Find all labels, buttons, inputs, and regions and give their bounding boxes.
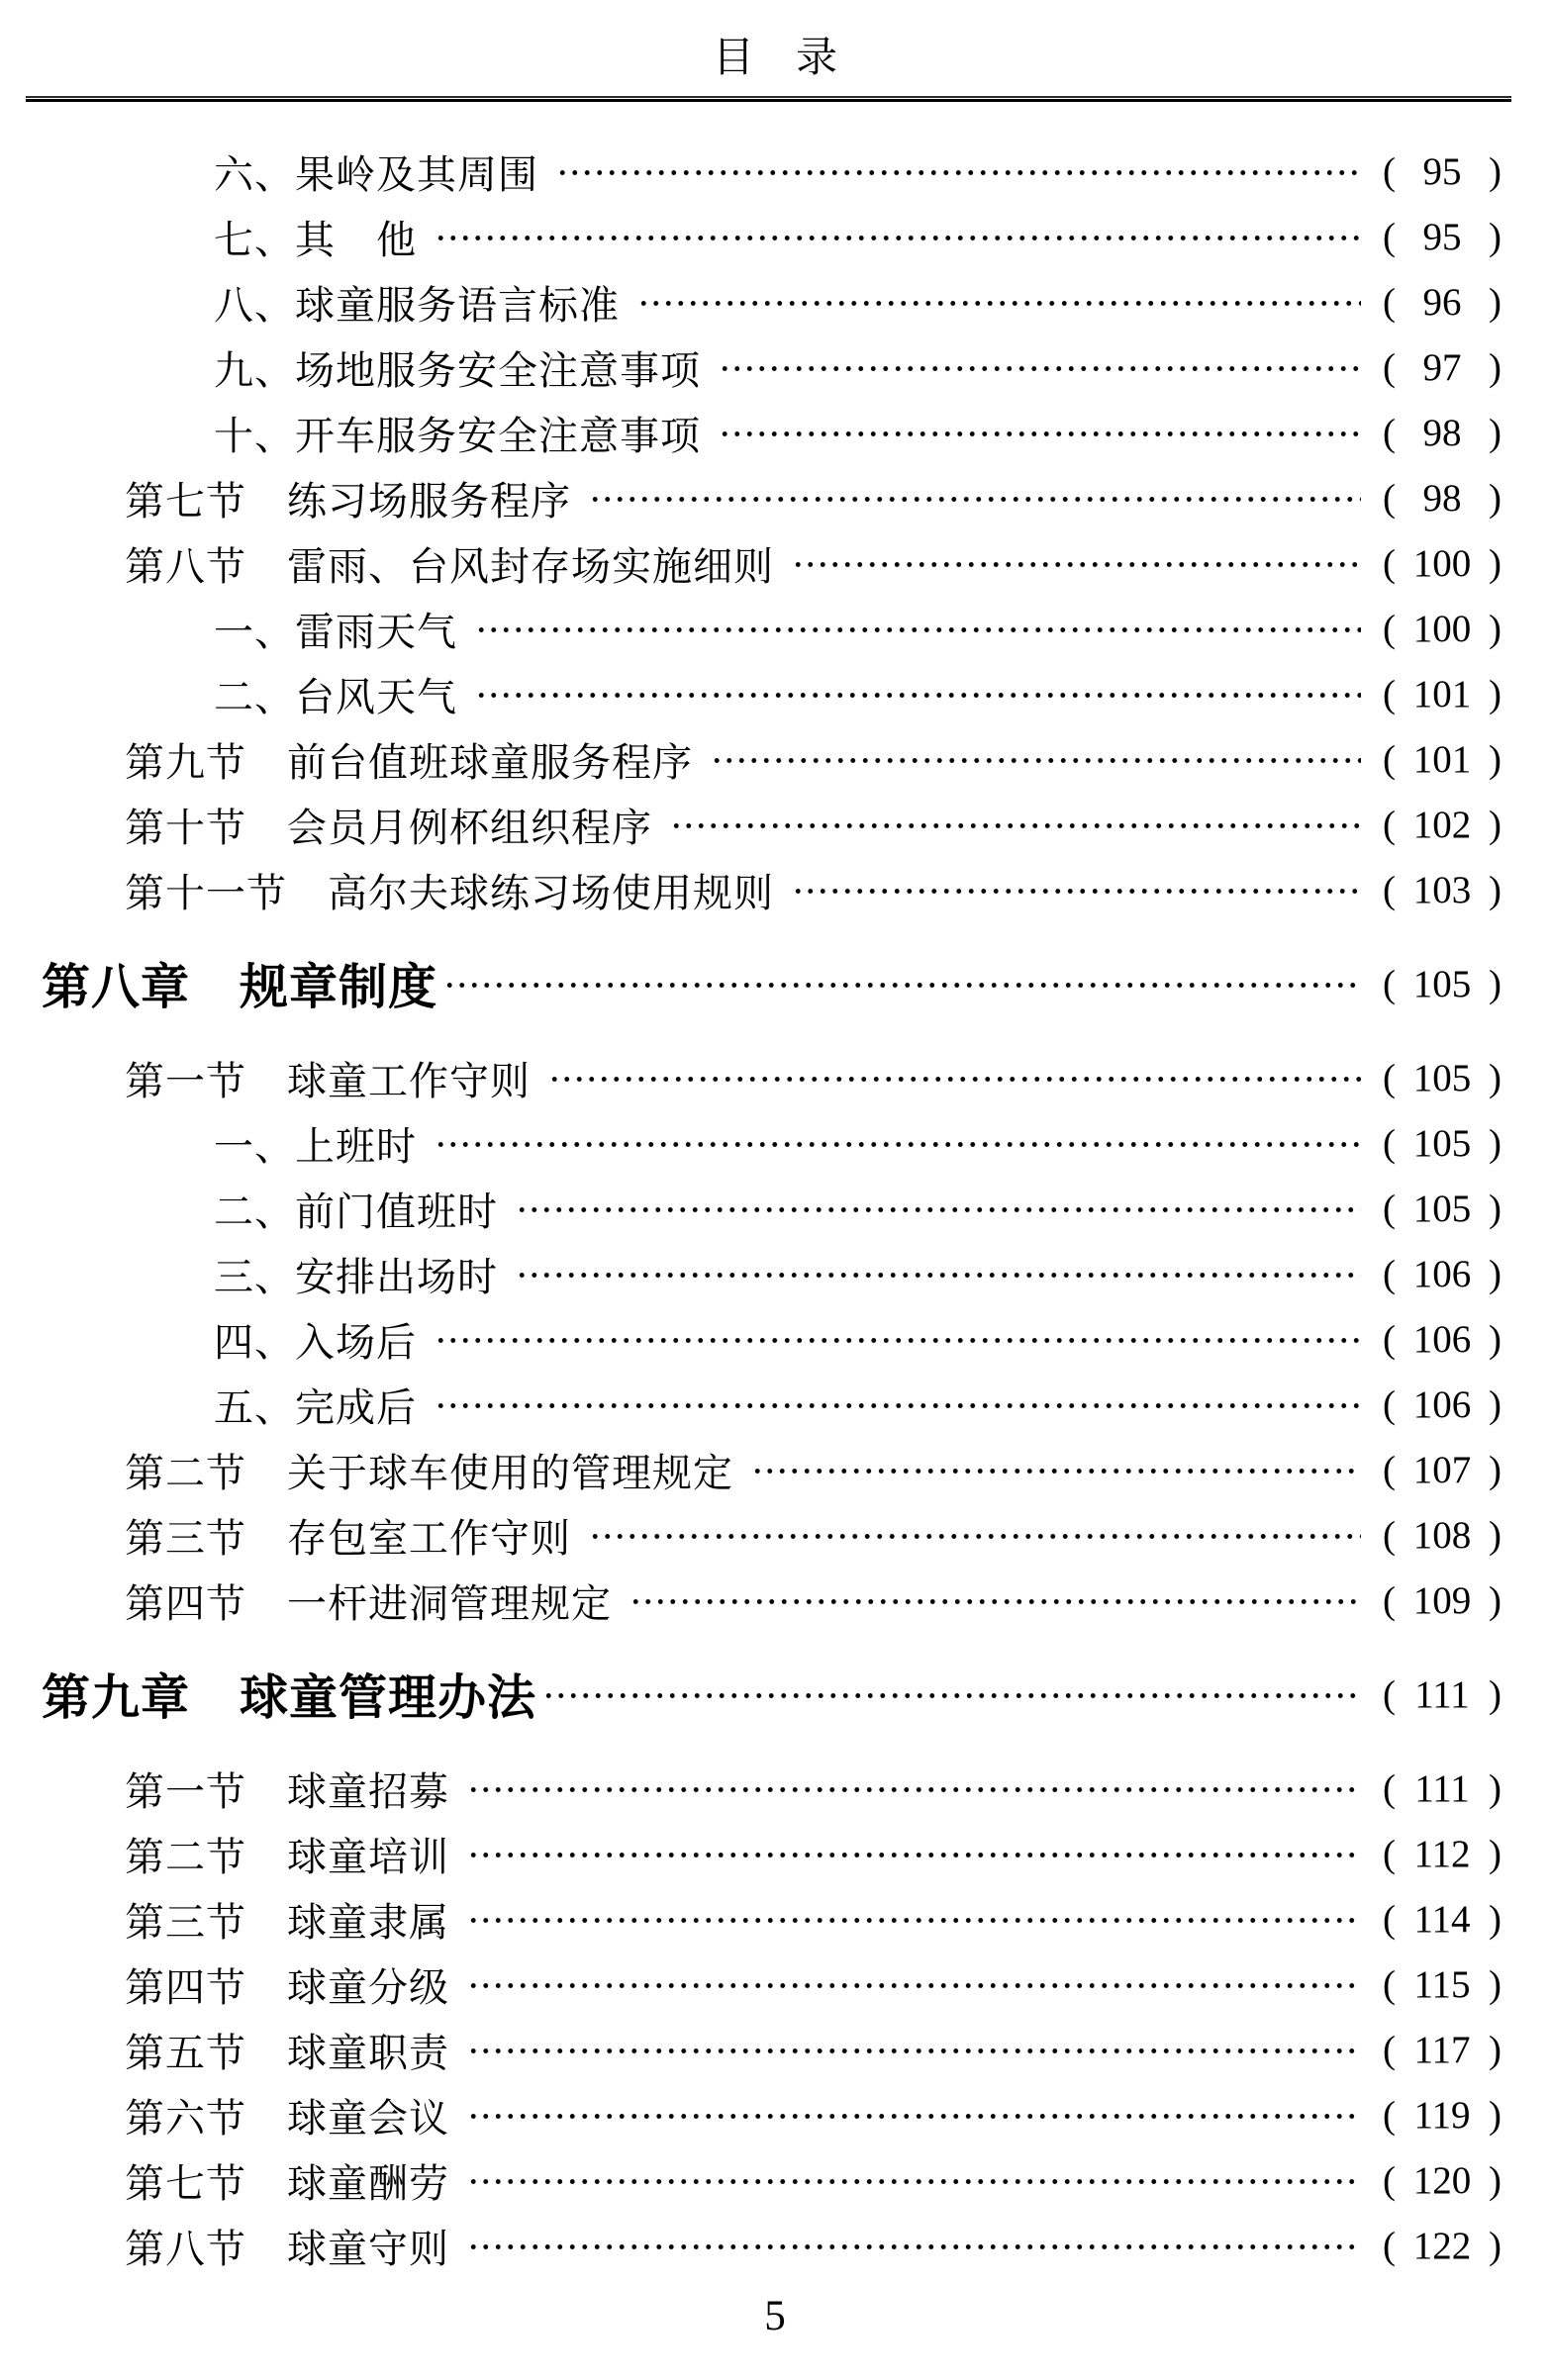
toc-entry-page: ( 105 ) — [1383, 962, 1502, 1005]
dot-leader — [435, 204, 1361, 269]
dot-leader — [467, 2082, 1361, 2147]
toc-entry-page: ( 101 ) — [1383, 737, 1502, 781]
toc-entry-page: ( 106 ) — [1383, 1317, 1502, 1361]
header-rule-thick-line — [26, 99, 1511, 102]
toc-entry — [0, 1886, 1550, 1952]
toc-entry-page: ( 111 ) — [1383, 1766, 1502, 1810]
toc-entry-title: 六、果岭及其周围 — [214, 151, 538, 197]
toc-entry-title: 第六节 球童会议 — [125, 2095, 449, 2141]
toc-entry — [0, 2147, 1550, 2213]
toc-entry-title: 五、完成后 — [214, 1384, 417, 1430]
toc-entry-title: 第一节 球童工作守则 — [125, 1058, 531, 1103]
dot-leader — [589, 465, 1361, 530]
toc-entry-page: ( 100 ) — [1383, 607, 1502, 650]
toc-entry-page: ( 112 ) — [1383, 1832, 1502, 1875]
toc-entry — [0, 1502, 1550, 1568]
toc-entry — [0, 1821, 1550, 1886]
toc-entry-page: ( 105 ) — [1383, 1187, 1502, 1230]
dot-leader — [670, 792, 1361, 857]
toc-entry — [0, 1045, 1550, 1110]
toc-entry-page: ( 114 ) — [1383, 1897, 1502, 1941]
toc-entry-title: 第十一节 高尔夫球练习场使用规则 — [125, 870, 774, 915]
dot-leader — [548, 1045, 1361, 1110]
toc-entry-page: ( 98 ) — [1383, 411, 1502, 454]
toc-entry-page: ( 119 ) — [1383, 2093, 1502, 2137]
toc-entry-title: 一、雷雨天气 — [214, 609, 457, 654]
toc-list — [0, 139, 1550, 2278]
dot-leader — [435, 1306, 1361, 1372]
toc-entry-title: 第十节 会员月例杯组织程序 — [125, 805, 652, 850]
toc-entry-page: ( 107 ) — [1383, 1448, 1502, 1491]
toc-entry-title: 一、上班时 — [214, 1123, 417, 1169]
dot-leader — [443, 951, 1361, 1016]
dot-leader — [711, 726, 1361, 792]
toc-entry — [0, 1756, 1550, 1821]
toc-entry-title: 二、前门值班时 — [214, 1189, 498, 1234]
dot-leader — [719, 400, 1361, 465]
dot-leader — [467, 2213, 1361, 2278]
toc-entry — [0, 269, 1550, 334]
page-title: 目 录 — [712, 36, 837, 81]
toc-entry-title: 四、入场后 — [214, 1319, 417, 1365]
toc-entry-title: 七、其 他 — [214, 217, 417, 262]
dot-leader — [637, 269, 1361, 334]
toc-entry — [0, 1110, 1550, 1176]
toc-entry-page: ( 106 ) — [1383, 1252, 1502, 1295]
toc-entry-page: ( 106 ) — [1383, 1382, 1502, 1426]
toc-entry — [0, 792, 1550, 857]
toc-entry-page: ( 98 ) — [1383, 476, 1502, 520]
toc-entry — [0, 951, 1550, 1016]
dot-leader — [467, 2017, 1361, 2082]
toc-entry-title: 第二节 关于球车使用的管理规定 — [125, 1450, 733, 1495]
toc-entry-title: 第四节 一杆进洞管理规定 — [125, 1580, 612, 1626]
toc-entry-page: ( 117 ) — [1383, 2028, 1502, 2071]
toc-entry-title: 第七节 练习场服务程序 — [125, 478, 571, 524]
dot-leader — [719, 334, 1361, 400]
toc-entry-title: 第九章 球童管理办法 — [42, 1671, 537, 1726]
dot-leader — [467, 2147, 1361, 2213]
dot-leader — [792, 530, 1361, 596]
toc-entry — [0, 2017, 1550, 2082]
toc-entry — [0, 1437, 1550, 1502]
toc-entry-title: 第一节 球童招募 — [125, 1768, 449, 1814]
toc-entry — [0, 139, 1550, 204]
toc-entry-page: ( 101 ) — [1383, 672, 1502, 715]
toc-entry — [0, 1241, 1550, 1306]
dot-leader — [516, 1241, 1361, 1306]
toc-entry — [0, 726, 1550, 792]
toc-entry-title: 九、场地服务安全注意事项 — [214, 347, 701, 393]
toc-entry-title: 八、球童服务语言标准 — [214, 282, 620, 328]
toc-entry — [0, 465, 1550, 530]
toc-entry — [0, 1952, 1550, 2017]
toc-entry-page: ( 120 ) — [1383, 2158, 1502, 2202]
toc-entry-title: 第八节 雷雨、台风封存场实施细则 — [125, 543, 774, 589]
toc-entry — [0, 1306, 1550, 1372]
toc-entry — [0, 2082, 1550, 2147]
toc-entry-page: ( 108 ) — [1383, 1513, 1502, 1557]
dot-leader — [516, 1176, 1361, 1241]
toc-entry — [0, 204, 1550, 269]
toc-entry-title: 十、开车服务安全注意事项 — [214, 413, 701, 458]
toc-entry-title: 第三节 存包室工作守则 — [125, 1515, 571, 1561]
toc-entry — [0, 1662, 1550, 1727]
dot-leader — [475, 596, 1361, 661]
toc-entry — [0, 530, 1550, 596]
toc-entry-page: ( 115 ) — [1383, 1962, 1502, 2006]
dot-leader — [751, 1437, 1361, 1502]
dot-leader — [435, 1110, 1361, 1176]
toc-entry-title: 第八节 球童守则 — [125, 2226, 449, 2271]
toc-entry-page: ( 109 ) — [1383, 1578, 1502, 1622]
dot-leader — [630, 1568, 1361, 1633]
toc-entry — [0, 596, 1550, 661]
toc-entry-page: ( 111 ) — [1383, 1672, 1502, 1716]
page-number: 5 — [764, 2293, 786, 2339]
toc-entry — [0, 2213, 1550, 2278]
dot-leader — [435, 1372, 1361, 1437]
toc-entry — [0, 400, 1550, 465]
toc-entry-page: ( 105 ) — [1383, 1056, 1502, 1099]
toc-entry-title: 第四节 球童分级 — [125, 1964, 449, 2010]
toc-entry-title: 第七节 球童酬劳 — [125, 2160, 449, 2206]
toc-entry-page: ( 97 ) — [1383, 345, 1502, 389]
toc-entry-title: 三、安排出场时 — [214, 1254, 498, 1299]
dot-leader — [467, 1886, 1361, 1952]
toc-entry-title: 二、台风天气 — [214, 674, 457, 719]
dot-leader — [542, 1662, 1361, 1727]
dot-leader — [467, 1821, 1361, 1886]
toc-entry-page: ( 103 ) — [1383, 868, 1502, 911]
toc-entry-page: ( 95 ) — [1383, 149, 1502, 193]
toc-entry — [0, 1372, 1550, 1437]
toc-entry — [0, 661, 1550, 726]
toc-entry-title: 第五节 球童职责 — [125, 2030, 449, 2075]
toc-entry-page: ( 96 ) — [1383, 280, 1502, 324]
toc-entry-title: 第三节 球童隶属 — [125, 1899, 449, 1945]
toc-entry-title: 第八章 规章制度 — [42, 961, 438, 1015]
header-rule — [26, 96, 1511, 102]
dot-leader — [467, 1756, 1361, 1821]
dot-leader — [467, 1952, 1361, 2017]
toc-entry-page: ( 100 ) — [1383, 541, 1502, 585]
toc-entry-title: 第九节 前台值班球童服务程序 — [125, 739, 693, 785]
toc-entry-title: 第二节 球童培训 — [125, 1834, 449, 1879]
toc-entry-page: ( 102 ) — [1383, 803, 1502, 846]
dot-leader — [475, 661, 1361, 726]
dot-leader — [556, 139, 1361, 204]
toc-entry-page: ( 95 ) — [1383, 215, 1502, 258]
dot-leader — [792, 857, 1361, 922]
toc-entry-page: ( 105 ) — [1383, 1121, 1502, 1165]
toc-entry — [0, 857, 1550, 922]
toc-entry — [0, 1568, 1550, 1633]
toc-entry — [0, 334, 1550, 400]
toc-entry — [0, 1176, 1550, 1241]
dot-leader — [589, 1502, 1361, 1568]
toc-entry-page: ( 122 ) — [1383, 2224, 1502, 2267]
header-rule-thin-line — [26, 96, 1511, 98]
